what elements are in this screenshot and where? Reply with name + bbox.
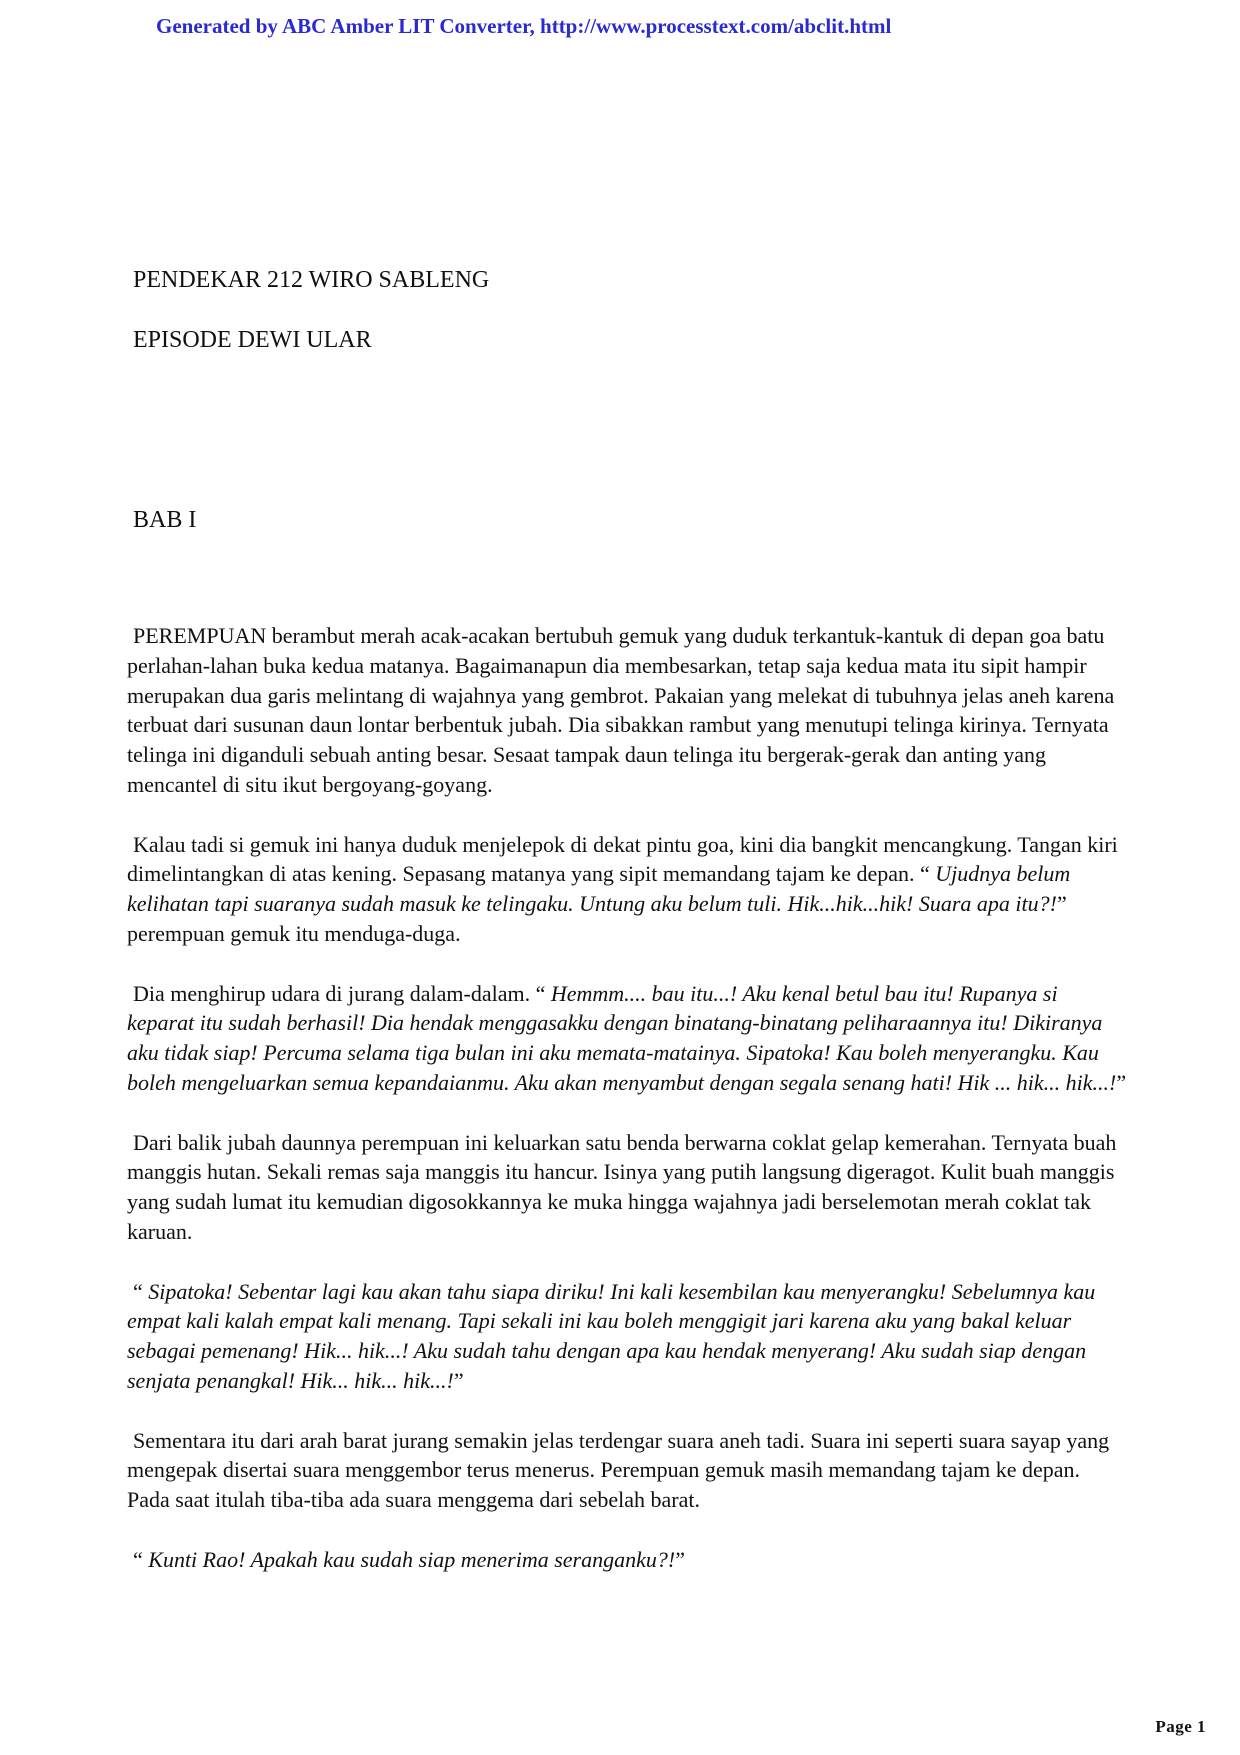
- narration-text: ” perempuan gemuk itu menduga-duga.: [127, 891, 1067, 946]
- narration-text: “: [133, 1278, 149, 1304]
- story-paragraph: [127, 830, 1127, 949]
- narration-text: Kalau tadi si gemuk ini hanya duduk menjelepok di dekat pintu goa, kini dia bangkit mencangkung. Tangan kiri dimelintangkan di atas kening. Sepasang matanya yang sipit memandang tajam ke depan. “: [127, 831, 1118, 887]
- book-title: PENDEKAR 212 WIRO SABLENG: [133, 267, 490, 293]
- story-paragraph: [127, 1277, 1127, 1396]
- page-number: Page 1: [1155, 1717, 1206, 1736]
- dialogue-text: Ujudnya belum kelihatan tapi suaranya sudah masuk ke telingaku. Untung aku belum tuli. Hik...hik...hik! Suara apa itu?!: [127, 861, 1071, 917]
- episode-title: EPISODE DEWI ULAR: [133, 327, 372, 353]
- narration-text: Sementara itu dari arah barat jurang semakin jelas terdengar suara aneh tadi. Suara ini seperti suara sayap yang mengepak disertai suara menggembor terus menerus. Perempuan gemuk masih memandang tajam ke depan. Pada saat itulah tiba-tiba ada suara menggema dari sebelah barat.: [127, 1427, 1110, 1513]
- narration-text: Dari balik jubah daunnya perempuan ini keluarkan satu benda berwarna coklat gelap kemerahan. Ternyata buah manggis hutan. Sekali remas saja manggis itu hancur. Isinya yang putih langsung digeragot. Kulit buah manggis yang sudah lumat itu kemudian digosokkannya ke muka hingga wajahnya jadi berselemotan merah coklat tak karuan.: [127, 1129, 1117, 1244]
- narration-text: Dia menghirup udara di jurang dalam-dalam. “: [133, 980, 551, 1006]
- dialogue-text: Kunti Rao! Apakah kau sudah siap menerima seranganku?!: [148, 1546, 676, 1572]
- dialogue-text: Sipatoka! Sebentar lagi kau akan tahu siapa diriku! Ini kali kesembilan kau menyerangku! Sebelumnya kau empat kali kalah empat kali menang. Tapi sekali ini kau boleh menggigit jari karena aku yang bakal keluar sebagai pemenang! Hik... hik...! Aku sudah tahu dengan apa kau hendak menyerang! Aku sudah siap dengan senjata penangkal! Hik... hik... hik...!: [127, 1278, 1096, 1393]
- narration-text: PEREMPUAN berambut merah acak-acakan bertubuh gemuk yang duduk terkantuk-kantuk di depan goa batu perlahan-lahan buka kedua matanya. Bagaimanapun dia membesarkan, tetap saja kedua mata itu sipit hampir merupakan dua garis melintang di wajahnya yang gembrot. Pakaian yang melekat di tubuhnya jelas aneh karena terbuat dari susunan daun lontar berbentuk jubah. Dia sibakkan rambut yang menutupi telinga kirinya. Ternyata telinga ini diganduli sebuah anting besar. Sesaat tampak daun telinga itu bergerak-gerak dan anting yang mencantel di situ ikut bergoyang-goyang.: [127, 623, 1115, 797]
- story-paragraph: [127, 1545, 1127, 1575]
- story-paragraph: [127, 1426, 1127, 1515]
- dialogue-text: Hemmm.... bau itu...! Aku kenal betul bau itu! Rupanya si keparat itu sudah berhasil! Dia hendak menggasakku dengan binatang-binatang peliharaannya itu! Dikiranya aku tidak siap! Percuma selama tiga bulan ini aku memata-matainya. Sipatoka! Kau boleh menyerangku. Kau boleh mengeluarkan semua kepandaianmu. Aku akan menyambut dengan segala senang hati! Hik ... hik... hik...!: [127, 980, 1117, 1095]
- narration-text: ”: [675, 1546, 685, 1572]
- story-paragraph: [127, 621, 1127, 800]
- story-paragraph: [127, 1128, 1127, 1247]
- narration-text: ”: [1116, 1069, 1127, 1095]
- narration-text: “: [133, 1546, 149, 1572]
- chapter-heading: BAB I: [133, 507, 197, 533]
- narration-text: ”: [453, 1367, 464, 1393]
- generator-notice[interactable]: Generated by ABC Amber LIT Converter, http://www.processtext.com/abclit.html: [156, 14, 892, 38]
- story-body: [127, 621, 1127, 1575]
- story-paragraph: [127, 979, 1127, 1098]
